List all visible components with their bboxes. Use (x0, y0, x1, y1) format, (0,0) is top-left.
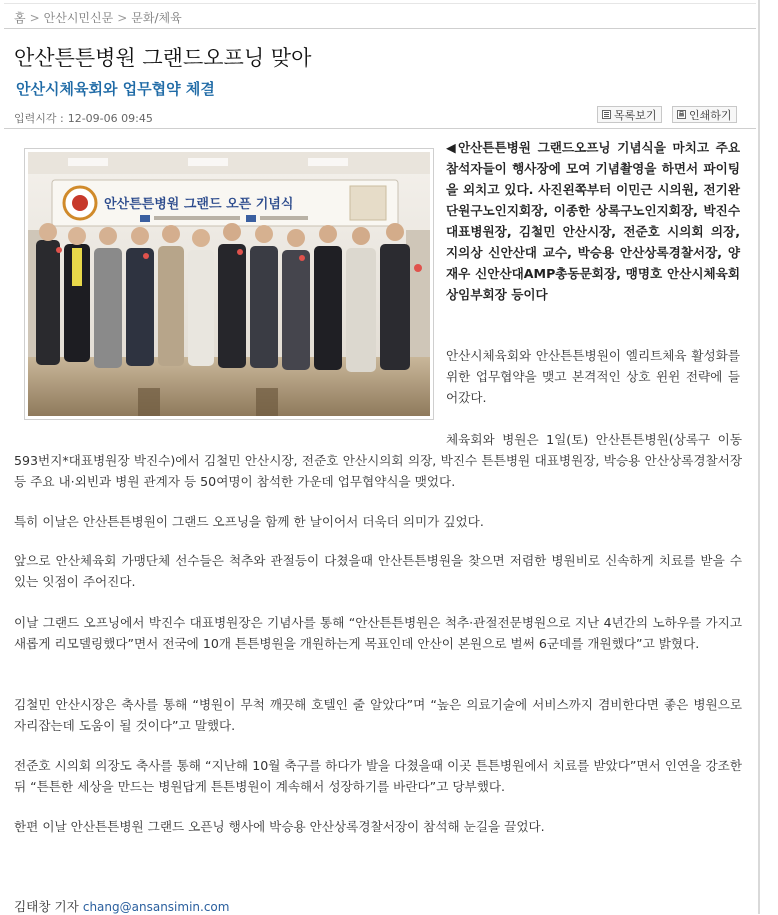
breadcrumb-divider (4, 28, 756, 29)
photo-banner-text: 안산튼튼병원 그랜드 오픈 기념식 (104, 197, 294, 212)
article-timestamp (14, 110, 153, 126)
photo-caption: ◀안산튼튼병원 그랜드오프닝 기념식을 마치고 주요 참석자들이 행사장에 모여 기념촬영을 하면서 파이팅을 외치고 있다. 사진왼쪽부터 이민근 시의원, 전기완 단원구노인지회장, 이종한 상록구노인지회장, 박진수 대표병원장, 김철민 안산시장, 전준호 시의회 의장, 지의상 신안산대 교수, 박승용 안산상록경찰서장, 양재우 신안산대AMP총동문회장, 맹명호 안산시체육회 상임부회장 등이다 (446, 140, 740, 302)
breadcrumb-home[interactable]: 홈 (14, 11, 26, 25)
article-photo-frame (24, 148, 434, 420)
print-button[interactable] (672, 106, 737, 123)
article-meta-bar (4, 104, 756, 129)
article-photo[interactable] (28, 152, 430, 416)
article-paragraph: 특히 이날은 안산튼튼병원이 그랜드 오프닝을 함께 한 날이어서 더욱더 의미가 깊었다. (14, 514, 484, 529)
top-divider (4, 3, 756, 4)
article-title: 안산튼튼병원 그랜드오프닝 맞아 (14, 46, 312, 70)
breadcrumb-category[interactable]: 문화/체육 (131, 11, 182, 25)
article-paragraph: 안산시체육회와 안산튼튼병원이 엘리트체육 활성화를 위한 업무협약을 맺고 본격적인 상호 윈윈 전략에 들어갔다. (446, 348, 740, 405)
article-paragraph: 앞으로 안산체육회 가맹단체 선수들은 척추와 관절등이 다쳤을때 안산튼튼병원을 찾으면 저렴한 병원비로 신속하게 치료를 받을 수 있는 잇점이 주어진다. (14, 553, 742, 589)
page-border-right (758, 0, 760, 914)
list-icon (602, 110, 611, 119)
article-subtitle: 안산시체육회와 업무협약 체결 (16, 80, 215, 98)
list-view-label: 목록보기 (614, 108, 657, 122)
print-icon (677, 110, 686, 119)
article-paragraph: 체육회와 병원은 1일(토) 안산튼튼병원(상록구 이동 593번지*대표병원장 박진수)에서 김철민 안산시장, 전준호 안산시의회 의장, 박진수 튼튼병원 대표병원장, 박승용 안산상록경찰서장 등 주요 내·외빈과 병원 관계자 등 50여명이 참석한 가운데 업무협약식을 맺었다. (14, 432, 742, 489)
author-name: 김태창 기자 (14, 899, 79, 914)
breadcrumb-section[interactable]: 안산시민신문 (43, 11, 114, 25)
timestamp-label: 입력시각 : (14, 112, 64, 125)
article-paragraph: 김철민 안산시장은 축사를 통해 “병원이 무척 깨끗해 호텔인 줄 알았다”며 “높은 의료기술에 서비스까지 겸비한다면 좋은 병원으로 자리잡는데 도움이 될 것이다”고 말했다. (14, 697, 742, 733)
breadcrumb-separator: > (117, 11, 128, 25)
list-view-button[interactable] (597, 106, 662, 123)
timestamp-value: 12-09-06 09:45 (67, 112, 153, 125)
article-paragraph: 한편 이날 안산튼튼병원 그랜드 오픈닝 행사에 박승용 안산상록경찰서장이 참석해 눈길을 끌었다. (14, 819, 545, 834)
article-byline (14, 896, 229, 915)
print-label: 인쇄하기 (689, 108, 732, 122)
article-paragraph: 전준호 시의회 의장도 축사를 통해 “지난해 10월 축구를 하다가 발을 다쳤을때 이곳 튼튼병원에서 치료를 받았다”면서 인연을 강조한 뒤 “튼튼한 세상을 만드는 병원답게 튼튼병원이 계속해서 성장하기를 바란다”고 당부했다. (14, 758, 742, 794)
article-paragraph: 이날 그랜드 오프닝에서 박진수 대표병원장은 기념사를 통해 “안산튼튼병원은 척추·관절전문병원으로 지난 4년간의 노하우를 가지고 새롭게 리모델링했다”면서 전국에 10개 튼튼병원을 개원하는게 목표인데 안산이 본원으로 벌써 6군데를 개원했다”고 밝혔다. (14, 615, 742, 651)
breadcrumb (14, 9, 182, 26)
breadcrumb-separator: > (29, 11, 40, 25)
author-email[interactable]: chang@ansansimin.com (82, 900, 230, 914)
